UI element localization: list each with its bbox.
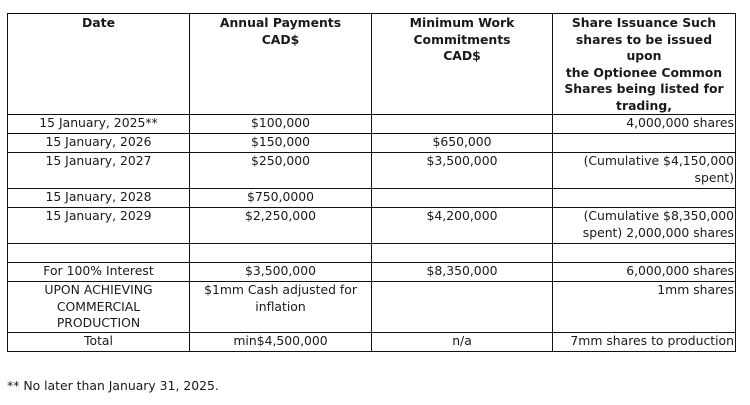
cell-work [372,189,553,208]
cell-shares [553,134,736,153]
cell-payment: $750,0000 [190,189,372,208]
table-row [8,134,736,153]
cell-shares: 7mm shares to production [553,333,736,352]
cell-date: UPON ACHIEVING COMMERCIAL PRODUCTION [8,282,190,333]
cell-date: 15 January, 2025** [8,115,190,134]
cell-date: 15 January, 2026 [8,134,190,153]
cell-payment: $3,500,000 [190,263,372,282]
cell-work: $650,000 [372,134,553,153]
table-row [8,115,736,134]
cell-shares: (Cumulative $8,350,000 spent) 2,000,000 shares [553,208,736,244]
cell-work [372,244,553,263]
payment-schedule-table [7,13,736,352]
cell-payment [190,244,372,263]
table-row [8,189,736,208]
cell-shares [553,189,736,208]
cell-work: $8,350,000 [372,263,553,282]
cell-payment: min$4,500,000 [190,333,372,352]
cell-date: 15 January, 2027 [8,153,190,189]
cell-payment: $1mm Cash adjusted for inflation [190,282,372,333]
cell-date: 15 January, 2029 [8,208,190,244]
header-row [8,14,736,115]
table-row-grand-total [8,333,736,352]
cell-shares: 4,000,000 shares [553,115,736,134]
cell-work: n/a [372,333,553,352]
cell-work [372,282,553,333]
cell-payment: $2,250,000 [190,208,372,244]
header-share-issuance: Share Issuance Such shares to be issued upon the Optionee Common Shares being listed for trading, [553,14,736,115]
header-date: Date [8,14,190,115]
cell-work: $4,200,000 [372,208,553,244]
cell-date: For 100% Interest [8,263,190,282]
cell-work: $3,500,000 [372,153,553,189]
cell-shares: (Cumulative $4,150,000 spent) [553,153,736,189]
cell-work [372,115,553,134]
cell-payment: $250,000 [190,153,372,189]
cell-shares: 6,000,000 shares [553,263,736,282]
cell-date: 15 January, 2028 [8,189,190,208]
cell-payment: $100,000 [190,115,372,134]
table-row-empty [8,244,736,263]
table-row-commercial-production [8,282,736,333]
cell-shares: 1mm shares [553,282,736,333]
cell-date: Total [8,333,190,352]
table-row [8,153,736,189]
header-minimum-work-commitments: Minimum Work Commitments CAD$ [372,14,553,115]
cell-date [8,244,190,263]
cell-shares [553,244,736,263]
cell-payment: $150,000 [190,134,372,153]
table-row-total-interest [8,263,736,282]
header-annual-payments: Annual Payments CAD$ [190,14,372,115]
footnote: ** No later than January 31, 2025. [7,378,219,393]
table-row [8,208,736,244]
